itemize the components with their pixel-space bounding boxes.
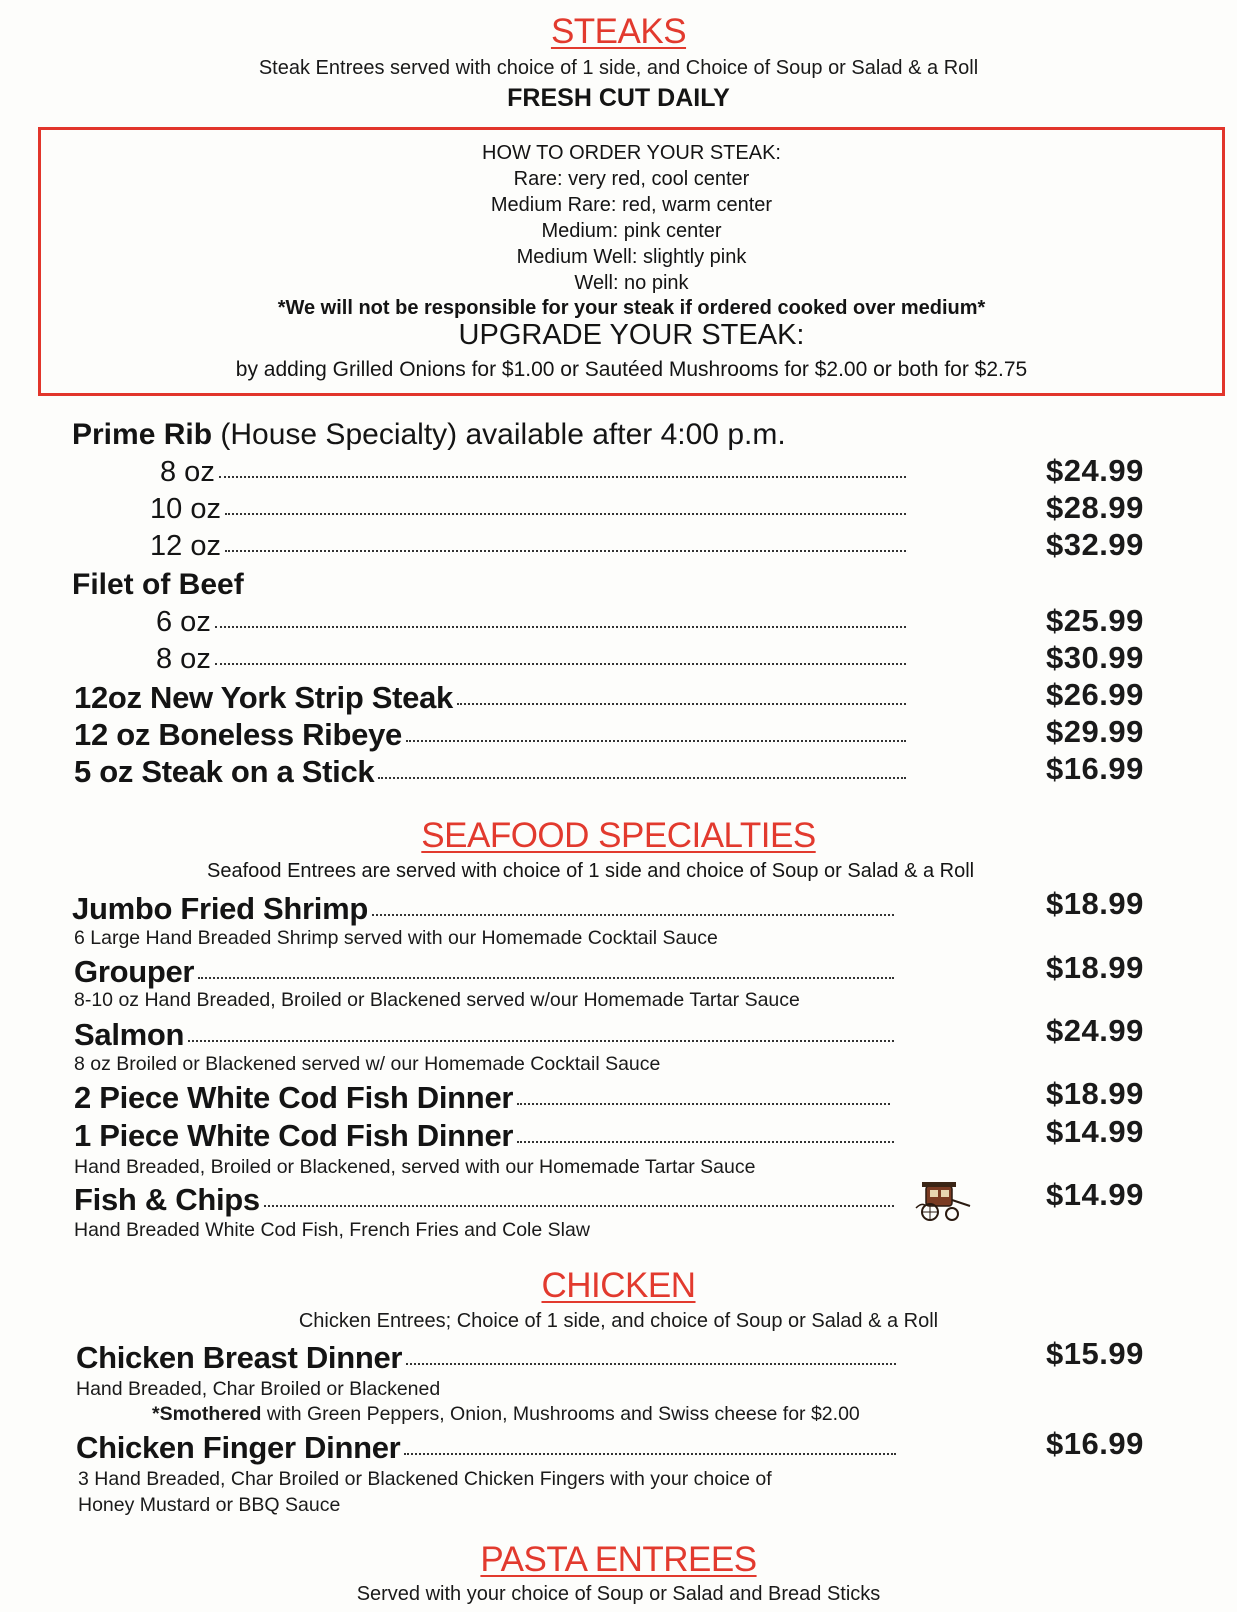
chicken-finger-price: $16.99 bbox=[1046, 1426, 1144, 1461]
grouper-name: Grouper bbox=[74, 954, 195, 989]
dot-leader bbox=[219, 476, 906, 478]
dot-leader bbox=[517, 1103, 890, 1105]
dot-leader bbox=[406, 740, 906, 742]
stagecoach-icon bbox=[912, 1178, 974, 1224]
prime-rib-note: (House Specialty) available after 4:00 p.m. bbox=[220, 418, 786, 451]
fish-chips-price: $14.99 bbox=[1046, 1177, 1144, 1212]
prime-rib-8oz-price: $24.99 bbox=[1046, 453, 1144, 488]
doneness-medium-well: Medium Well: slightly pink bbox=[516, 246, 747, 268]
prime-rib-10oz-row bbox=[150, 493, 906, 526]
doneness-medium: Medium: pink center bbox=[541, 220, 722, 242]
steaks-subtitle: Steak Entrees served with choice of 1 side, and Choice of Soup or Salad & a Roll bbox=[258, 57, 979, 79]
seafood-item-row bbox=[72, 891, 894, 927]
ribeye-row bbox=[74, 717, 906, 753]
filet-8oz-price: $30.99 bbox=[1046, 640, 1144, 675]
shrimp-name: Jumbo Fried Shrimp bbox=[72, 891, 369, 926]
filet-of-beef-name: Filet of Beef bbox=[72, 568, 244, 601]
seafood-item-row bbox=[74, 954, 894, 990]
seafood-item-row bbox=[74, 1017, 894, 1053]
prime-rib-size: 12 oz bbox=[150, 530, 221, 562]
pasta-heading: PASTA ENTREES bbox=[480, 1540, 757, 1579]
chicken-breast-price: $15.99 bbox=[1046, 1336, 1144, 1371]
dot-leader bbox=[404, 1453, 896, 1455]
filet-6oz-price: $25.99 bbox=[1046, 603, 1144, 638]
filet-size: 8 oz bbox=[156, 643, 211, 675]
cod-1pc-price: $14.99 bbox=[1046, 1114, 1144, 1149]
ribeye-name: 12 oz Boneless Ribeye bbox=[74, 717, 402, 752]
prime-rib-size: 8 oz bbox=[160, 456, 215, 488]
dot-leader bbox=[215, 663, 906, 665]
chicken-breast-name: Chicken Breast Dinner bbox=[76, 1340, 403, 1375]
cod-1pc-name: 1 Piece White Cod Fish Dinner bbox=[74, 1118, 514, 1153]
cod-2pc-name: 2 Piece White Cod Fish Dinner bbox=[74, 1080, 514, 1115]
cod-2pc-price: $18.99 bbox=[1046, 1076, 1144, 1111]
grouper-price: $18.99 bbox=[1046, 950, 1144, 985]
prime-rib-12oz-price: $32.99 bbox=[1046, 527, 1144, 562]
chicken-heading: CHICKEN bbox=[541, 1266, 696, 1305]
smothered-label: *Smothered bbox=[152, 1403, 262, 1425]
dot-leader bbox=[225, 550, 906, 552]
chicken-item-row bbox=[76, 1340, 896, 1376]
prime-rib-8oz-row bbox=[160, 456, 906, 489]
smothered-note bbox=[152, 1403, 860, 1426]
steak-on-stick-name: 5 oz Steak on a Stick bbox=[74, 754, 375, 789]
chicken-subtitle: Chicken Entrees; Choice of 1 side, and choice of Soup or Salad & a Roll bbox=[298, 1310, 939, 1332]
filet-8oz-row bbox=[156, 643, 906, 676]
ny-strip-row bbox=[74, 680, 906, 716]
chicken-finger-desc-2: Honey Mustard or BBQ Sauce bbox=[78, 1494, 341, 1516]
prime-rib-10oz-price: $28.99 bbox=[1046, 490, 1144, 525]
dot-leader bbox=[406, 1363, 896, 1365]
fish-chips-name: Fish & Chips bbox=[74, 1182, 260, 1217]
salmon-name: Salmon bbox=[74, 1017, 185, 1052]
ribeye-price: $29.99 bbox=[1046, 714, 1144, 749]
ny-strip-name: 12oz New York Strip Steak bbox=[74, 680, 454, 715]
dot-leader bbox=[225, 513, 906, 515]
doneness-well: Well: no pink bbox=[574, 272, 689, 294]
seafood-item-row bbox=[74, 1080, 890, 1116]
filet-size: 6 oz bbox=[156, 606, 211, 638]
shrimp-price: $18.99 bbox=[1046, 886, 1144, 921]
chicken-finger-desc: 3 Hand Breaded, Char Broiled or Blackened Chicken Fingers with your choice of bbox=[78, 1468, 772, 1490]
seafood-subtitle: Seafood Entrees are served with choice of 1 side and choice of Soup or Salad & a Roll bbox=[207, 860, 975, 882]
steaks-heading: STEAKS bbox=[550, 12, 687, 51]
cooking-disclaimer: *We will not be responsible for your steak if ordered cooked over medium* bbox=[277, 297, 986, 319]
dot-leader bbox=[372, 914, 894, 916]
doneness-medium-rare: Medium Rare: red, warm center bbox=[490, 194, 773, 216]
fish-chips-desc: Hand Breaded White Cod Fish, French Fries and Cole Slaw bbox=[74, 1219, 590, 1241]
salmon-desc: 8 oz Broiled or Blackened served w/ our Homemade Cocktail Sauce bbox=[74, 1053, 661, 1075]
pasta-subtitle: Served with your choice of Soup or Salad and Bread Sticks bbox=[356, 1583, 881, 1605]
smothered-text: with Green Peppers, Onion, Mushrooms and Swiss cheese for $2.00 bbox=[261, 1403, 860, 1425]
chicken-breast-desc: Hand Breaded, Char Broiled or Blackened bbox=[76, 1378, 441, 1400]
seafood-heading: SEAFOOD SPECIALTIES bbox=[421, 816, 816, 855]
steak-on-stick-row bbox=[74, 754, 906, 790]
prime-rib-name: Prime Rib bbox=[72, 418, 213, 451]
dot-leader bbox=[517, 1141, 894, 1143]
upgrade-text: by adding Grilled Onions for $1.00 or Sautéed Mushrooms for $2.00 or both for $2.75 bbox=[235, 358, 1028, 381]
chicken-item-row bbox=[76, 1430, 896, 1466]
dot-leader bbox=[378, 777, 906, 779]
steak-on-stick-price: $16.99 bbox=[1046, 751, 1144, 786]
upgrade-title: UPGRADE YOUR STEAK: bbox=[458, 319, 805, 351]
filet-6oz-row bbox=[156, 606, 906, 639]
prime-rib-12oz-row bbox=[150, 530, 906, 563]
prime-rib-header bbox=[72, 418, 786, 452]
ny-strip-price: $26.99 bbox=[1046, 677, 1144, 712]
seafood-item-row bbox=[74, 1182, 894, 1218]
doneness-rare: Rare: very red, cool center bbox=[513, 168, 750, 190]
salmon-price: $24.99 bbox=[1046, 1013, 1144, 1048]
steak-order-box bbox=[38, 127, 1225, 396]
dot-leader bbox=[215, 626, 906, 628]
prime-rib-size: 10 oz bbox=[150, 493, 221, 525]
dot-leader bbox=[264, 1205, 894, 1207]
chicken-finger-name: Chicken Finger Dinner bbox=[76, 1430, 401, 1465]
shrimp-desc: 6 Large Hand Breaded Shrimp served with our Homemade Cocktail Sauce bbox=[74, 927, 718, 949]
how-to-order-title: HOW TO ORDER YOUR STEAK: bbox=[482, 142, 781, 164]
fresh-cut-daily: FRESH CUT DAILY bbox=[507, 84, 730, 112]
cod-desc: Hand Breaded, Broiled or Blackened, served with our Homemade Tartar Sauce bbox=[74, 1156, 756, 1178]
dot-leader bbox=[198, 977, 894, 979]
dot-leader bbox=[457, 703, 906, 705]
grouper-desc: 8-10 oz Hand Breaded, Broiled or Blackened served w/our Homemade Tartar Sauce bbox=[74, 989, 800, 1011]
dot-leader bbox=[188, 1040, 894, 1042]
seafood-item-row bbox=[74, 1118, 894, 1154]
